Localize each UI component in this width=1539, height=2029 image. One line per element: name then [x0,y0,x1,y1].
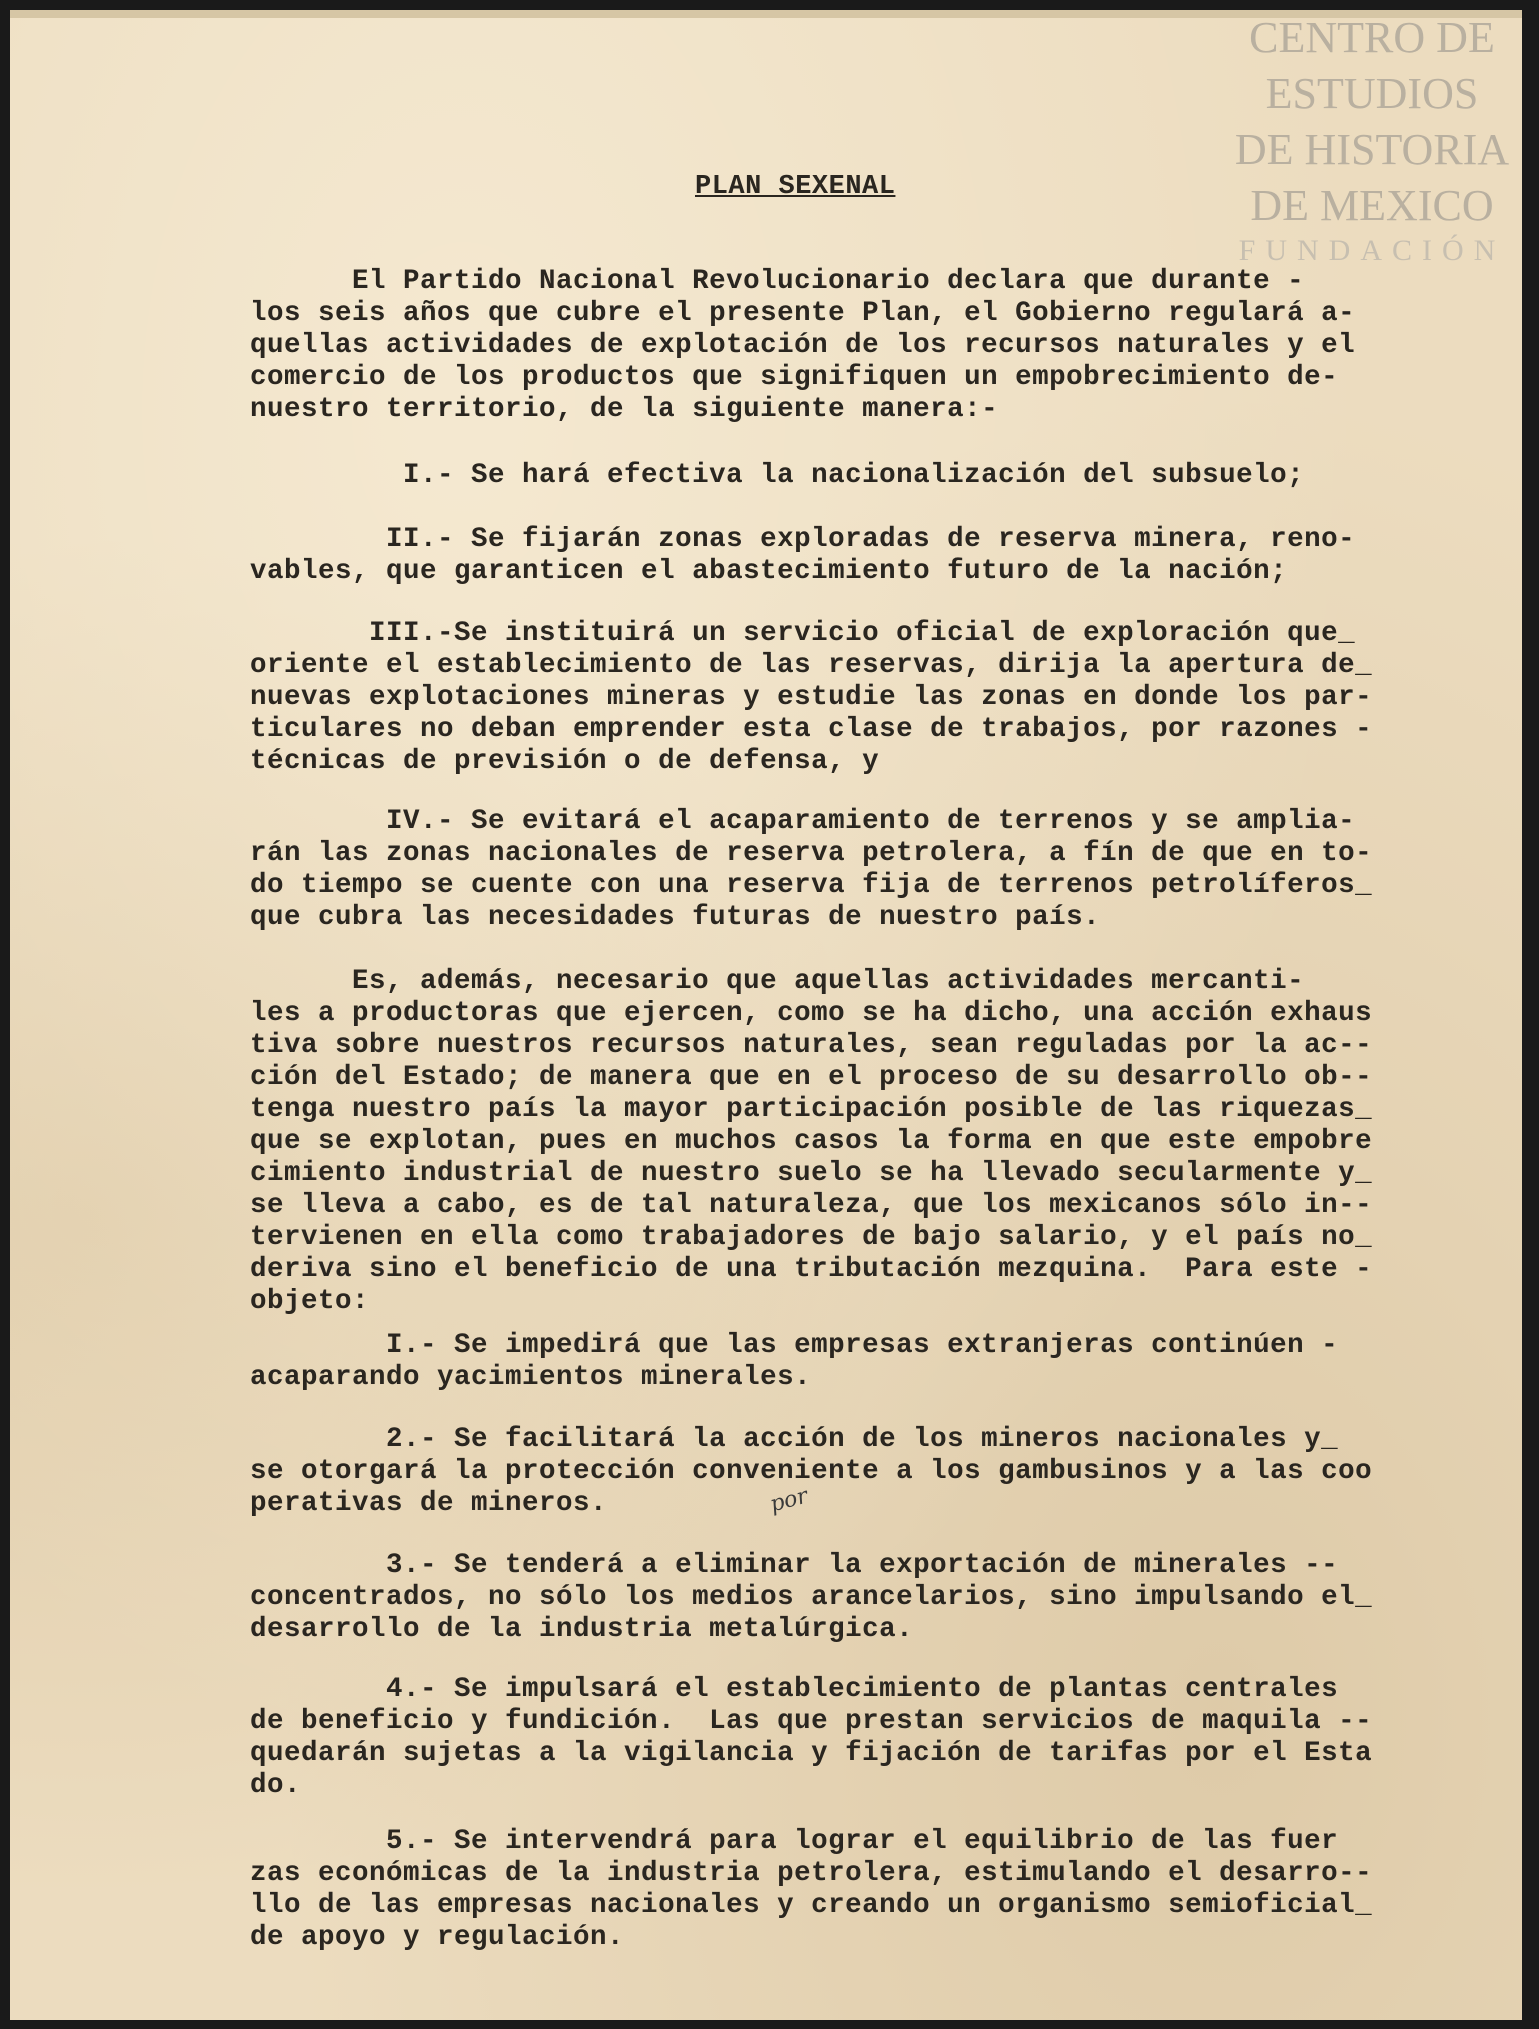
watermark-line: CENTRO DE [1249,13,1495,62]
paragraph: I.- Se impedirá que las empresas extranjeras continúen - acaparando yacimientos minerales. [250,1330,1339,1393]
watermark-line: DE MEXICO [1250,181,1494,230]
paragraph: 5.- Se intervendrá para lograr el equilibrio de las fuer zas económicas de la industria petrolera, estimulando el desarro-- llo de las empresas nacionales y creando un organismo semioficial_ de apoyo y regulación. [250,1826,1373,1953]
document-page [10,10,1522,2020]
watermark-line: FUNDACIÓN [1238,234,1506,267]
handwritten-annotation: por [767,1483,811,1518]
paragraph: El Partido Nacional Revolucionario declara que durante - los seis años que cubre el presente Plan, el Gobierno regulará a- quellas actividades de explotación de los recursos naturales y el comercio de los productos que signifiquen un empobrecimiento de- nuestro territorio, de la siguiente manera:- [250,266,1356,425]
paragraph: Es, además, necesario que aquellas actividades mercanti- les a productoras que ejercen, como se ha dicho, una acción exhaus tiva sobre nuestros recursos naturales, sean reguladas por la ac-- ción del Estado; de manera que en el proceso de su desarrollo ob-- tenga nuestro país la mayor participación posible de las riquezas_ que se explotan, pues en muchos casos la forma en que este empobre cimiento industrial de nuestro suelo se ha llevado secularmente y_ se lleva a cabo, es de tal naturaleza, que los mexicanos sólo in-- tervienen en ella como trabajadores de bajo salario, y el país no_ deriva sino el beneficio de una tributación mezquina. Para este - objeto: [250,966,1373,1317]
paragraph: 3.- Se tenderá a eliminar la exportación de minerales -- concentrados, no sólo los medios arancelarios, sino impulsando el_ desarrollo de la industria metalúrgica. [250,1550,1373,1645]
paragraph: III.-Se instituirá un servicio oficial de exploración que_ oriente el establecimiento de las reservas, dirija la apertura de_ nuevas explotaciones mineras y estudie las zonas en donde los par- ticulares no deban emprender esta clase de trabajos, por razones - técnicas de previsión o de defensa, y [250,618,1373,777]
watermark-line: DE HISTORIA [1234,125,1510,174]
paragraph: IV.- Se evitará el acaparamiento de terrenos y se amplia- rán las zonas nacionales de reserva petrolera, a fín de que en to- do tiempo se cuente con una reserva fija de terrenos petrolíferos_ que cubra las necesidades futuras de nuestro país. [250,806,1373,933]
watermark-line: ESTUDIOS [1265,69,1479,118]
document-title: PLAN SEXENAL [695,172,896,202]
paragraph: II.- Se fijarán zonas exploradas de reserva minera, reno- vables, que garanticen el abastecimiento futuro de la nación; [250,524,1356,587]
paragraph: 4.- Se impulsará el establecimiento de plantas centrales de beneficio y fundición. Las que prestan servicios de maquila -- quedarán sujetas a la vigilancia y fijación de tarifas por el Esta do. [250,1674,1373,1801]
paragraph: 2.- Se facilitará la acción de los mineros nacionales y_ se otorgará la protección conveniente a los gambusinos y a las coo perativas de mineros. [250,1424,1373,1519]
paragraph: I.- Se hará efectiva la nacionalización del subsuelo; [250,460,1305,491]
document-body [10,10,1522,2020]
